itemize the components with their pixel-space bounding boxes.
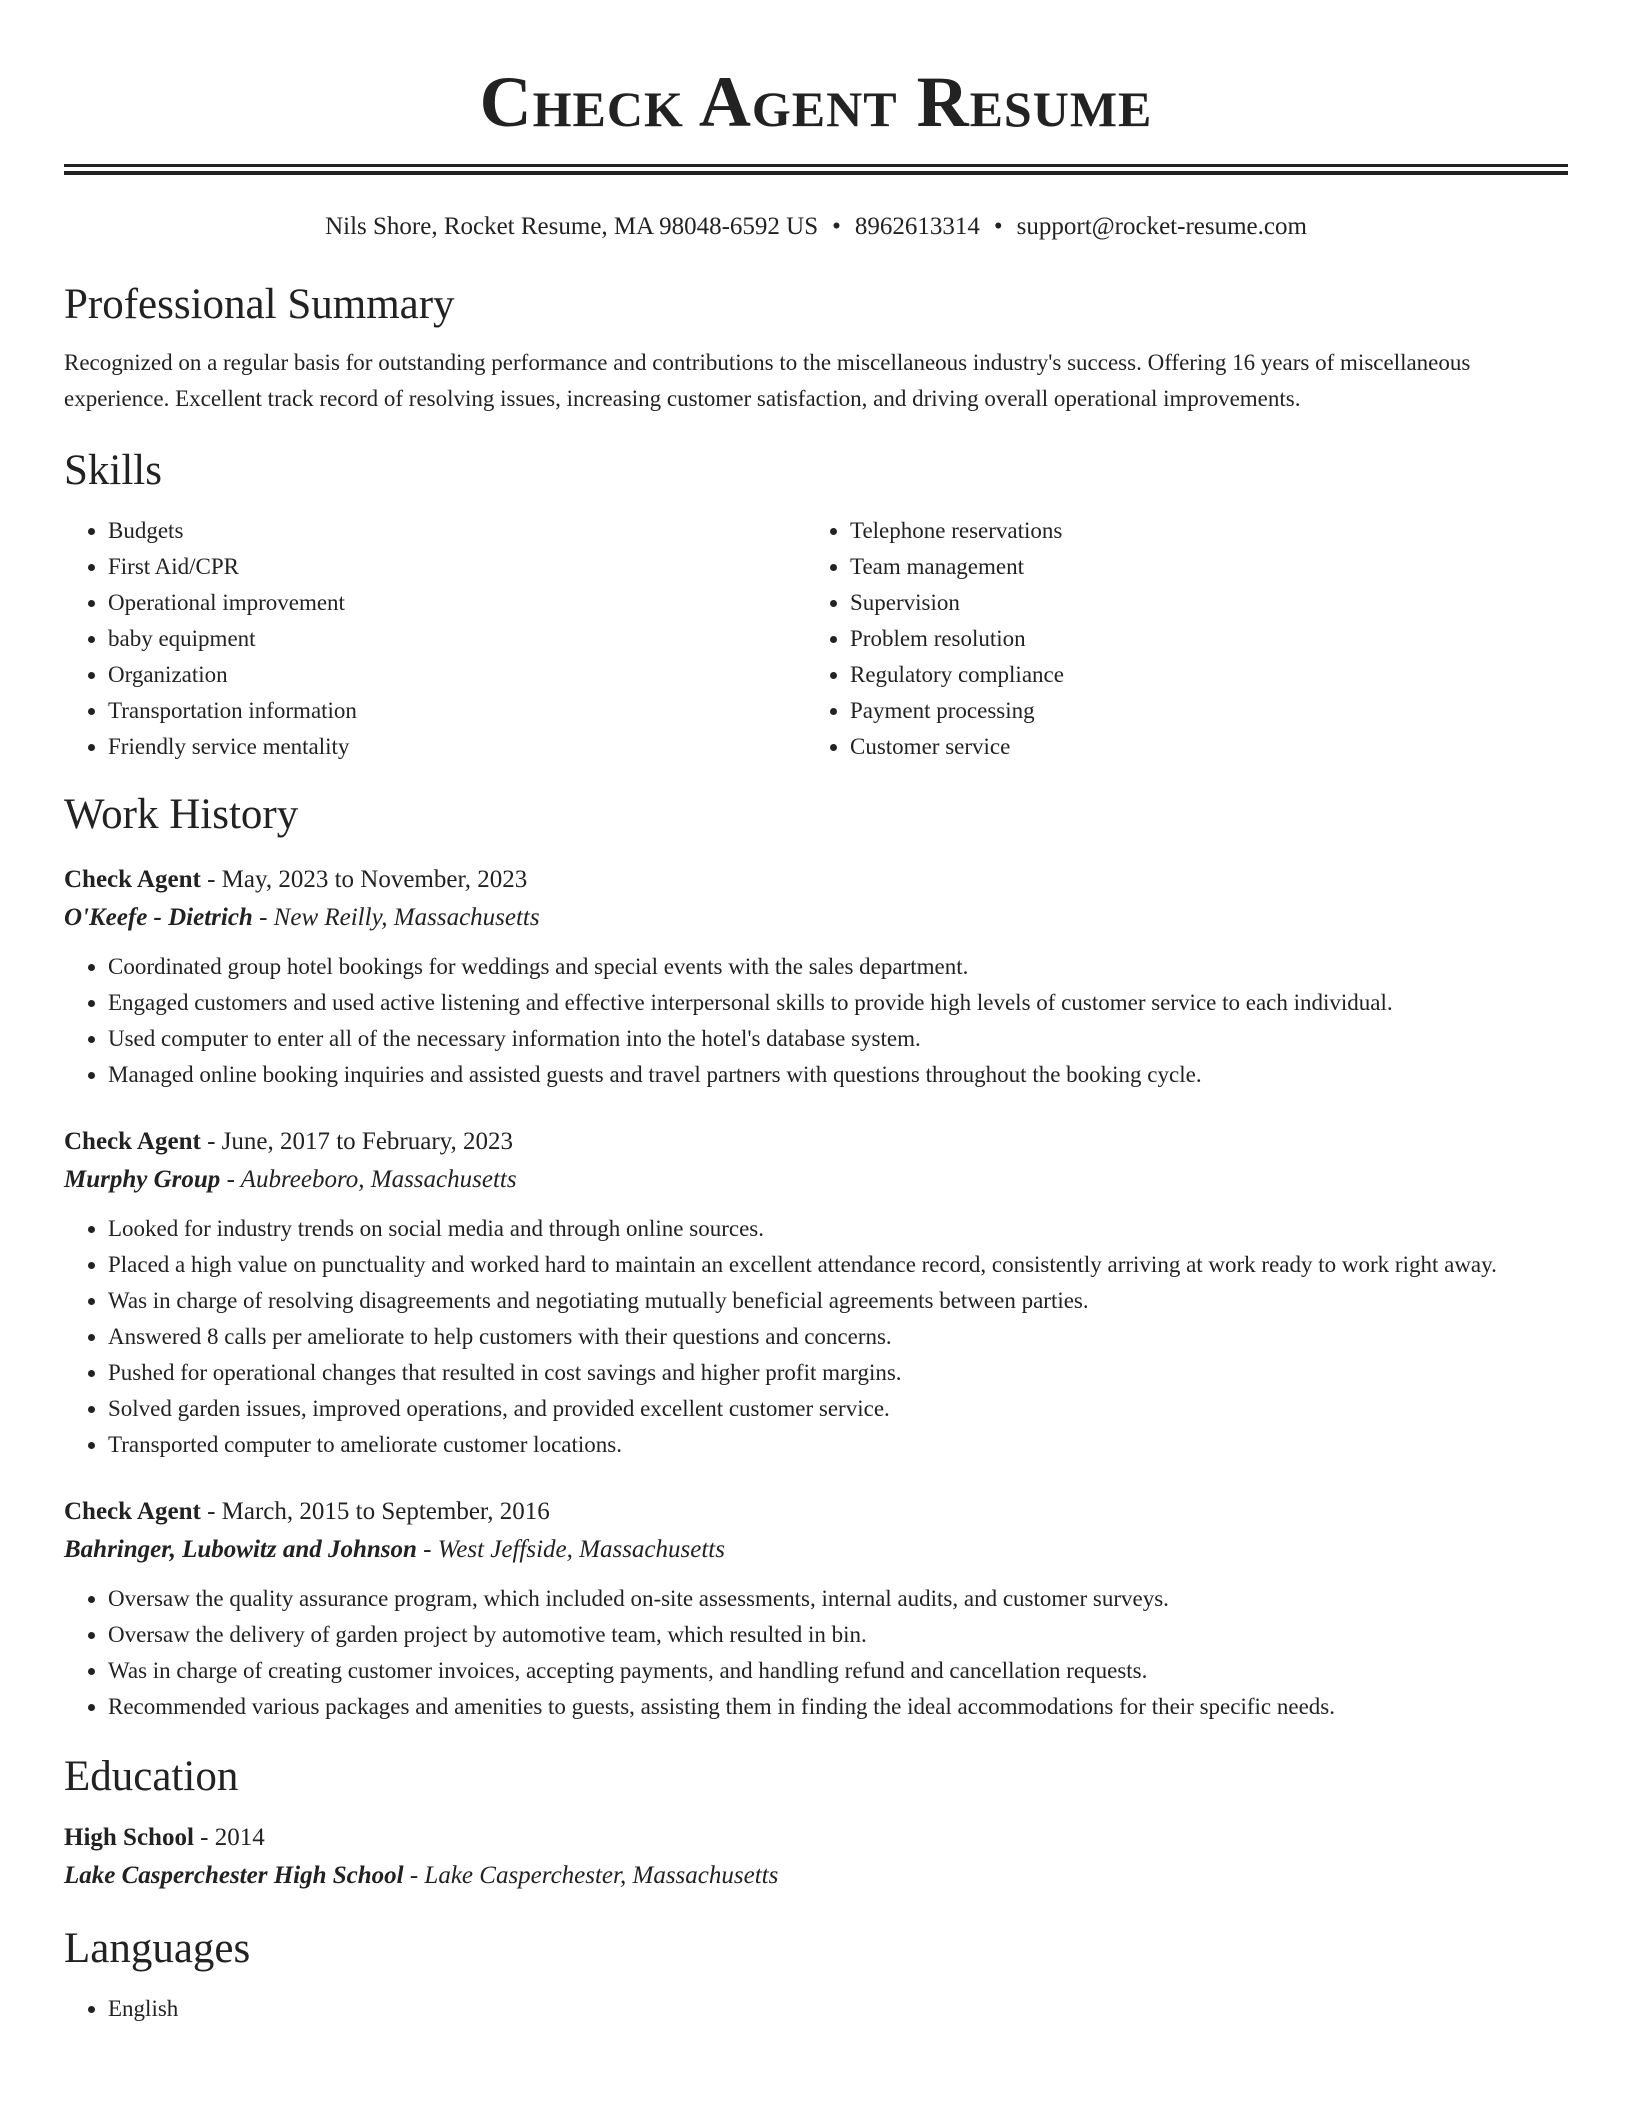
skills-list-right	[806, 513, 1064, 765]
education-school: Lake Casperchester High School	[64, 1862, 404, 1889]
job-company: Bahringer, Lubowitz and Johnson	[64, 1536, 417, 1563]
education-school-line	[64, 1857, 1568, 1895]
skill-item: • Customer service	[850, 729, 1064, 765]
languages-heading: Languages	[64, 1925, 251, 1972]
skill-item: • Budgets	[108, 513, 806, 549]
job-bullet: • Coordinated group hotel bookings for weddings and special events with the sales department.	[108, 949, 1568, 985]
job-company-line	[64, 1531, 1568, 1569]
job-bullets	[64, 949, 1568, 1093]
job-title-line	[64, 1123, 1568, 1161]
job-bullets	[64, 1211, 1568, 1463]
education-degree: High School	[64, 1824, 194, 1851]
job-bullet: • Placed a high value on punctuality and worked hard to maintain an excellent attendance record, consistently arriving at work ready to work right away.	[108, 1247, 1568, 1283]
job-bullet: • Recommended various packages and amenities to guests, assisting them in finding the ideal accommodations for their specific needs.	[108, 1689, 1568, 1725]
contact-address: Nils Shore, Rocket Resume, MA 98048-6592 US	[325, 213, 819, 240]
job-bullet: • Looked for industry trends on social media and through online sources.	[108, 1211, 1568, 1247]
education-entry	[64, 1819, 1568, 1895]
summary-heading: Professional Summary	[64, 281, 455, 328]
page-title: Check Agent Resume	[479, 62, 1153, 142]
skills-list-left	[64, 513, 806, 765]
job-bullet: • Engaged customers and used active listening and effective interpersonal skills to provide high levels of customer service to each individual.	[108, 985, 1568, 1021]
skill-item: • Team management	[850, 549, 1064, 585]
skill-item: • Supervision	[850, 585, 1064, 621]
job-company: O'Keefe - Dietrich	[64, 904, 253, 931]
skills-columns	[64, 513, 1568, 765]
job-bullet: • Used computer to enter all of the necessary information into the hotel's database system.	[108, 1021, 1568, 1057]
job-bullet: • Was in charge of resolving disagreements and negotiating mutually beneficial agreements between parties.	[108, 1283, 1568, 1319]
skill-item: • Transportation information	[108, 693, 806, 729]
job-dates: - March, 2015 to September, 2016	[200, 1498, 550, 1525]
job-dates: - June, 2017 to February, 2023	[200, 1128, 514, 1155]
title-divider	[64, 164, 1568, 175]
skill-item: • Friendly service mentality	[108, 729, 806, 765]
job-company: Murphy Group	[64, 1166, 221, 1193]
job-bullet: • Pushed for operational changes that resulted in cost savings and higher profit margins.	[108, 1355, 1568, 1391]
languages-list	[64, 1991, 1568, 2027]
job-location: - Aubreeboro, Massachusetts	[220, 1166, 517, 1193]
job-entry	[64, 1493, 1568, 1725]
education-degree-line	[64, 1819, 1568, 1857]
contact-line	[64, 211, 1568, 243]
contact-email[interactable]: support@rocket-resume.com	[1016, 213, 1307, 240]
contact-separator: •	[993, 213, 1003, 240]
job-title: Check Agent	[64, 1128, 201, 1155]
job-bullet: • Oversaw the quality assurance program, which included on-site assessments, internal audits, and customer surveys.	[108, 1581, 1568, 1617]
education-location: - Lake Casperchester, Massachusetts	[403, 1862, 779, 1889]
job-title-line	[64, 1493, 1568, 1531]
job-bullet: • Managed online booking inquiries and assisted guests and travel partners with questions throughout the booking cycle.	[108, 1057, 1568, 1093]
job-title-line	[64, 861, 1568, 899]
job-bullet: • Transported computer to ameliorate customer locations.	[108, 1427, 1568, 1463]
job-entry	[64, 861, 1568, 1093]
skills-heading: Skills	[64, 447, 162, 494]
job-company-line	[64, 899, 1568, 937]
skill-item: • Telephone reservations	[850, 513, 1064, 549]
contact-phone: 8962613314	[854, 213, 980, 240]
skill-item: • baby equipment	[108, 621, 806, 657]
job-bullet: • Solved garden issues, improved operations, and provided excellent customer service.	[108, 1391, 1568, 1427]
contact-separator: •	[832, 213, 841, 240]
education-year: - 2014	[193, 1824, 265, 1851]
job-dates: - May, 2023 to November, 2023	[200, 866, 528, 893]
skill-item: • Organization	[108, 657, 806, 693]
job-location: - New Reilly, Massachusetts	[252, 904, 540, 931]
job-entry	[64, 1123, 1568, 1463]
job-title: Check Agent	[64, 866, 201, 893]
summary-text: Recognized on a regular basis for outstanding performance and contributions to the miscellaneous industry's success. Offering 16 years of miscellaneous experience. Excellent track record of resolving issues, increasing customer satisfaction, and driving overall operational improvements.	[64, 350, 1471, 411]
job-title: Check Agent	[64, 1498, 201, 1525]
job-company-line	[64, 1161, 1568, 1199]
skill-item: • Payment processing	[850, 693, 1064, 729]
skill-item: • Operational improvement	[108, 585, 806, 621]
job-location: - West Jeffside, Massachusetts	[416, 1536, 725, 1563]
job-bullets	[64, 1581, 1568, 1725]
job-bullet: • Oversaw the delivery of garden project by automotive team, which resulted in bin.	[108, 1617, 1568, 1653]
skill-item: • Regulatory compliance	[850, 657, 1064, 693]
job-bullet: • Was in charge of creating customer invoices, accepting payments, and handling refund and cancellation requests.	[108, 1653, 1568, 1689]
skill-item: • First Aid/CPR	[108, 549, 806, 585]
job-bullet: • Answered 8 calls per ameliorate to help customers with their questions and concerns.	[108, 1319, 1568, 1355]
language-item: • English	[108, 1991, 1568, 2027]
work-history-heading: Work History	[64, 791, 299, 838]
skill-item: • Problem resolution	[850, 621, 1064, 657]
education-heading: Education	[64, 1753, 239, 1800]
